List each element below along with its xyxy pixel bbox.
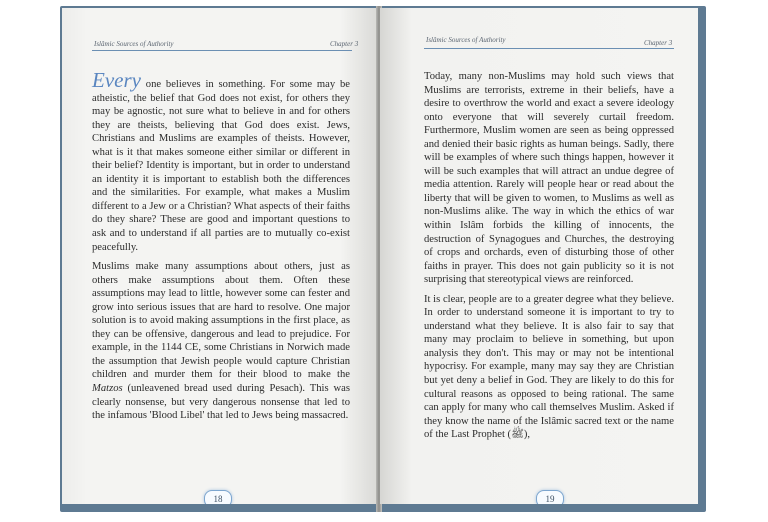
left-page [62, 8, 378, 504]
left-paragraph-2-text-b: (unleavened bread used during Pesach). This was clearly nonsense, but very dangerous nonsense that led to the infamous 'Blood Libel' that led to Jews being massacred. [92, 383, 350, 422]
left-header-rule [92, 50, 352, 51]
left-running-title: Islâmic Sources of Authority [94, 40, 174, 48]
right-paragraph-1: Today, many non-Muslims may hold such views that Muslims are terrorists, extreme in their beliefs, have a desire to overthrow the world and exact a severe ideology onto everyone that will severely curtail freedom. Furthermore, Muslim women are seen as being oppressed and denied their basic rights as human beings. Sadly, there will be examples of where such things happen, however it will be such examples that will attract an undue degree of media attention. Rarely will people hear or read about the liberty that will be given to women, to Muslims as well as non-Muslims alike. The way in which the ethics of war within Islâm forbids the killing of innocents, the destruction of Synagogues and Churches, the destroying of crops and orchards, even of disturbing those of other faiths in prayer. This does not gain publicity so it is not surprising that stereotypical views are reinforced. [424, 71, 674, 286]
left-paragraph-1 [92, 68, 350, 254]
left-running-chapter: Chapter 3 [330, 40, 359, 48]
right-header-rule [424, 48, 674, 49]
right-running-chapter: Chapter 3 [644, 39, 673, 47]
matzos-italic: Matzos [92, 383, 123, 395]
drop-cap-word: Every [92, 68, 141, 92]
right-running-title: Islâmic Sources of Authority [426, 36, 506, 44]
right-page [380, 8, 698, 504]
left-paragraph-2-text-a: Muslims make many assumptions about others, just as others make assumptions about them. Often these assumptions may lead to little, however some can fester and grow into serious issues that are hard to resolve. One major solution is to avoid making assumptions in the first place, as they can be offensive, dangerous and lead to prejudice. For example, in the 1144 CE, some Christians in Norwich made the assumption that Jewish people would capture Christian children and murder them for their blood to make the [92, 261, 350, 381]
page-number-left: 18 [204, 490, 232, 504]
left-paragraph-2 [92, 260, 350, 423]
left-body-text [92, 68, 350, 429]
left-paragraph-1-text: one believes in something. For some may be atheistic, the belief that God does not exist, for others they may be agnostic, not sure what to believe in and for others they are theists, believing that God does exist. Jews, Christians and Muslims are examples of theists. However, what is it that makes someone either similar or different in their belief? Identity is important, but in order to understand an identity it is important to establish both the differences and the similarities. For example, what makes a Muslim different to a Jew or a Christian? What aspects of their faiths do they share? These are good and important questions to ask and to understand if all parties are to mutually co-exist peacefully. [92, 79, 350, 253]
right-paragraph-2: It is clear, people are to a greater degree what they believe. In order to understand someone it is important to try to understand what they believe. It is also fair to say that many may proclaim to believe in something, but upon analysis they don't. This may or may not be intentional hypocrisy. For example, many may say they are Christian but yet deny a belief in God. They are likely to do this for cultural reasons as opposed to being rational. The same can apply for many who call themselves Muslim. Asked if they know the name of the Islâmic sacred text or the name of the Last Prophet (ﷺ), [424, 293, 674, 441]
right-body-text [424, 70, 674, 448]
page-number-right: 19 [536, 490, 564, 504]
